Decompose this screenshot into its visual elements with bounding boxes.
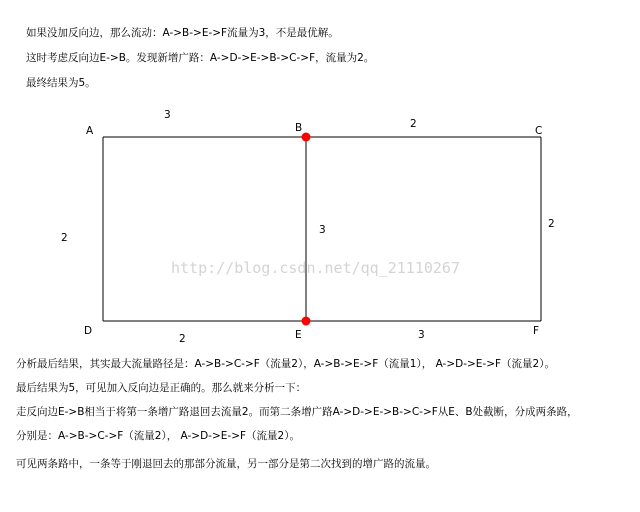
intro-line-1: 如果没加反向边，那么流动：A->B->E->F流量为3，不是最优解。	[26, 27, 339, 39]
capacity-c-f: 2	[548, 218, 555, 230]
capacity-a-d: 2	[61, 232, 68, 244]
capacity-b-c: 2	[410, 118, 417, 130]
node-label-a: A	[86, 125, 94, 137]
watermark: http://blog.csdn.net/qq_21110267	[171, 259, 460, 277]
capacity-b-e: 3	[319, 224, 326, 236]
capacity-d-e: 2	[179, 333, 186, 345]
node-label-e: E	[295, 329, 302, 341]
node-label-b: B	[295, 122, 303, 134]
node-b-marker	[302, 133, 311, 142]
analysis-line-3: 走反向边E->B相当于将第一条增广路退回去流量2。而第二条增广路A->D->E->B->C->F从E、B处截断，分成两条路，	[16, 406, 578, 418]
intro-line-3: 最终结果为5。	[26, 77, 96, 89]
capacity-a-b: 3	[164, 109, 171, 121]
node-e-marker	[302, 317, 311, 326]
analysis-line-4: 分别是：A->B->C->F（流量2）， A->D->E->F（流量2）。	[16, 430, 300, 442]
analysis-line-5: 可见两条路中，一条等于刚退回去的那部分流量，另一部分是第二次找到的增广路的流量。	[16, 458, 436, 470]
node-label-d: D	[84, 325, 93, 337]
node-label-f: F	[533, 325, 540, 337]
intro-line-2: 这时考虑反向边E->B。发现新增广路：A->D->E->B->C->F，流量为2。	[26, 52, 375, 64]
analysis-line-2: 最后结果为5，可见加入反向边是正确的。那么就来分析一下：	[16, 382, 307, 394]
node-label-c: C	[535, 125, 543, 137]
analysis-line-1: 分析最后结果，其实最大流量路径是：A->B->C->F（流量2），A->B->E->F（流量1）， A->D->E->F（流量2）。	[16, 358, 555, 370]
capacity-e-f: 3	[418, 329, 425, 341]
